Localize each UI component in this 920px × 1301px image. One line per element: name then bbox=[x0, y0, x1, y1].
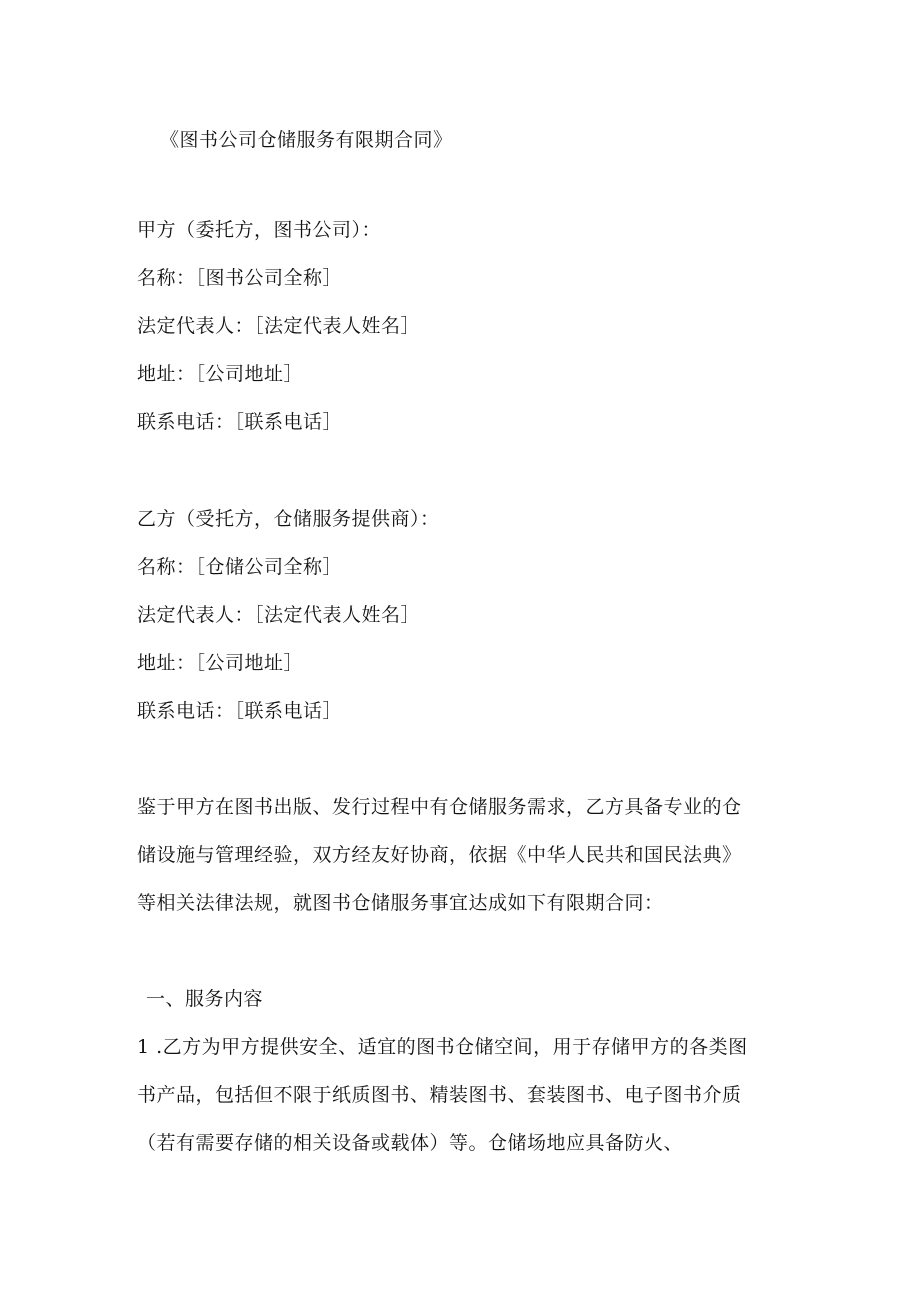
party-b-address: 地址：［公司地址］ bbox=[137, 652, 304, 674]
preamble-line: 储设施与管理经验，双方经友好协商，依据《中华人民共和国民法典》 bbox=[137, 844, 742, 866]
party-a-legal-rep: 法定代表人：［法定代表人姓名］ bbox=[137, 315, 421, 337]
party-b-name: 名称：［仓储公司全称］ bbox=[137, 556, 343, 578]
party-b-phone: 联系电话：［联系电话］ bbox=[137, 700, 343, 722]
party-b-heading: 乙方（受托方，仓储服务提供商）： bbox=[137, 508, 440, 530]
clause-line: 书产品，包括但不限于纸质图书、精装图书、套装图书、电子图书介质 bbox=[137, 1084, 742, 1106]
party-b-legal-rep: 法定代表人：［法定代表人姓名］ bbox=[137, 604, 421, 626]
preamble-line: 等相关法律法规，就图书仓储服务事宜达成如下有限期合同： bbox=[137, 892, 664, 914]
party-a-address: 地址：［公司地址］ bbox=[137, 363, 304, 385]
preamble-line: 鉴于甲方在图书出版、发行过程中有仓储服务需求，乙方具备专业的仓 bbox=[137, 796, 742, 818]
party-a-heading: 甲方（委托方，图书公司）： bbox=[137, 219, 382, 241]
section-heading: 一、服务内容 bbox=[146, 988, 264, 1010]
contract-title: 《图书公司仓储服务有限期合同》 bbox=[160, 129, 453, 151]
party-a-name: 名称：［图书公司全称］ bbox=[137, 267, 343, 289]
party-a-phone: 联系电话：［联系电话］ bbox=[137, 411, 343, 433]
clause-line: （若有需要存储的相关设备或载体）等。仓储场地应具备防火、 bbox=[137, 1132, 684, 1154]
clause-line: 1 .乙方为甲方提供安全、适宜的图书仓储空间，用于存储甲方的各类图 bbox=[137, 1036, 748, 1058]
